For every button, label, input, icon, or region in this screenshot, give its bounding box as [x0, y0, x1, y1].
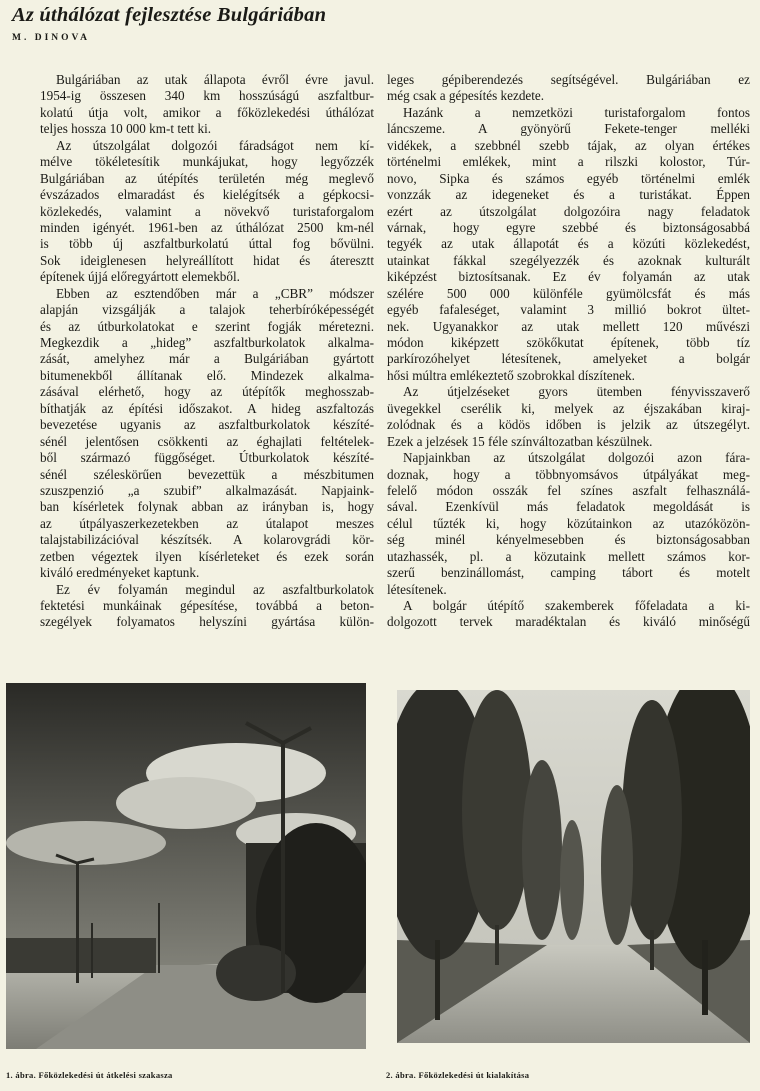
text-line: ség minél kényelmesebben és biztonságosabban	[387, 532, 750, 548]
text-line: évszázados elmaradást és kielégítsék a gépkocsi-	[40, 187, 374, 203]
text-line: utainkat fákkal szegélyezzék és azoknak kulturált	[387, 252, 750, 268]
text-line: ezért az útszolgálat dolgozóira nagy feladatok	[387, 203, 750, 219]
text-line: módon kiképzett szökőkutat építenek, több tíz	[387, 335, 750, 350]
text-line: az útpályaszerkezetekben az útalapot meszes	[40, 515, 374, 531]
text-line: doznak, hogy a többnyomsávos útpályákat meg-	[387, 466, 750, 482]
text-line: bevezetése ugyanis az aszfaltburkolatok készíté-	[40, 417, 374, 433]
text-line: hősi múltra emlékeztető szobrokkal díszítenek.	[387, 367, 635, 383]
text-line: vidékek, a szebbnél szebb tájak, az olyan értékes	[387, 137, 750, 153]
text-line: felelő módon osszák fel színes aszfalt felhasználá-	[387, 482, 750, 498]
figure-1-caption: 1. ábra. Főközlekedési út átkelési szakasza	[6, 1070, 173, 1080]
text-line: történelmi emlékek, mint a rilszki kolostor, Túr-	[387, 154, 750, 170]
text-line: leges gépiberendezés segítségével. Bulgáriában ez	[387, 72, 750, 87]
text-line: teljes hossza 10 000 km-t tett ki.	[40, 121, 212, 137]
text-line: bitumenekből állítanak elő. Mindezek alkalma-	[40, 367, 374, 383]
text-line: ban kísérletek folynak abban az irányban is, hogy	[40, 499, 374, 515]
text-line: létesítenek.	[387, 581, 447, 597]
article-author: M. DINOVA	[12, 33, 91, 43]
text-line: sénél jelentősen csökkenti az éghajlati feltételek-	[40, 433, 374, 449]
text-line: Ebben az esztendőben már a „CBR” módszer	[56, 285, 374, 301]
text-line: célul tűzték ki, hogy közútainkon az utazóközön-	[387, 515, 750, 531]
text-line: utazhassék, pl. a közutaink mellett számos kor-	[387, 548, 750, 564]
text-line: szegélyek folyamatos helyszíni gyártása külön-	[40, 614, 374, 630]
text-line: is több új aszfaltburkolatú úttal fog bővülni.	[40, 236, 374, 252]
text-line: zolódnak és a ködös időben is jelzik az útszegélyt.	[387, 417, 750, 433]
text-line: zását, amelyhez már a Bulgáriában gyártott	[40, 351, 374, 367]
text-line: még csak a gépesítés kezdete.	[387, 88, 545, 104]
text-line: vonzzák az idegeneket és a turistákat. Éppen	[387, 187, 750, 203]
text-line: várnak, hogy egyre szebbé és biztonságosabbá	[387, 219, 750, 235]
text-line: Sok ideiglenesen helyreállított hidat és áteresztt	[40, 252, 374, 268]
text-line: ből származó függőséget. Útburkolatok készíté-	[40, 450, 374, 466]
figure-1-photo	[6, 683, 366, 1049]
text-line: Bulgáriában az útépítés területén még meglevő	[40, 170, 374, 186]
text-line: dolgozott tervek maradéktalan és kiváló minőségű	[387, 614, 750, 630]
figure-2-photo	[397, 690, 750, 1043]
text-line: szélére 500 000 különféle gyümölcsfát és más	[387, 285, 750, 301]
text-line: talajstabilizációval készítsék. A kolarovgrádi kör-	[40, 532, 374, 548]
text-line: zásával elérhető, hogy az útépítők meghosszab-	[40, 384, 374, 400]
text-line: kolatú útja volt, amikor a főközlekedési úthálózat	[40, 104, 374, 120]
text-line: fektetési munkáinak gépesítése, továbbá a beton-	[40, 598, 374, 613]
text-line: novo, Sipka és számos egyéb történelmi emlék	[387, 170, 750, 186]
figure-2-caption: 2. ábra. Főközlekedési út kialakítása	[386, 1070, 530, 1080]
text-line: egyéb fafaleséget, valamint 3 millió bokrot ültet-	[387, 302, 750, 318]
text-line: nek. Ugyanakkor az utak mellett 120 művészi	[387, 318, 750, 334]
text-line: parkírozóhelyet létesítenek, amelyeket a bolgár	[387, 351, 750, 367]
text-line: bíthatják az építési időszakot. A hideg aszfaltozás	[40, 400, 374, 416]
text-line: mélve tökéletesítik munkájukat, hogy legyőzzék	[40, 154, 374, 170]
text-line: és az útburkolatokat e szerint fogják méretezni.	[40, 318, 374, 334]
text-line: sával. Ezenkívül más feladatok megoldását is	[387, 499, 750, 515]
text-line: Napjainkban az útszolgálat dolgozói azon fára-	[403, 450, 750, 466]
text-line: Bulgáriában az utak állapota évről évre javul.	[56, 72, 374, 87]
text-line: Ezek a jelzések 15 féle színváltozatban készülnek.	[387, 433, 653, 449]
text-line: kiváló eredményeket kaptunk.	[40, 565, 200, 581]
article-title: Az úthálózat fejlesztése Bulgáriában	[12, 4, 327, 26]
text-line: Hazánk a nemzetközi turistaforgalom fontos	[403, 104, 750, 120]
text-line: szerű benzinállomást, camping tábort és motelt	[387, 565, 750, 581]
text-line: sénél széleskörűen bevezettük a mészbitumen	[40, 466, 374, 482]
text-line: Megkezdik a „hideg” aszfaltburkolatok alkalma-	[40, 335, 374, 350]
text-line: szuszpenzió „a szubif” alkalmazását. Napjaink-	[40, 482, 374, 498]
text-line: Ez év folyamán megindul az aszfaltburkolatok	[56, 581, 374, 597]
text-line: zetben végeztek ilyen kísérleteket és ezek során	[40, 548, 374, 564]
right-text-column	[387, 72, 750, 631]
text-line: minden igényét. 1961-ben az úthálózat 2500 km-nél	[40, 219, 374, 235]
left-text-column	[40, 72, 374, 631]
text-line: tegyék az utak állapotát és a közúti közlekedést,	[387, 236, 750, 252]
text-line: kiképzést biztosítsanak. Ez év folyamán az utak	[387, 269, 750, 285]
text-line: Az útjelzéseket gyors ütemben fényvisszaverő	[403, 384, 750, 400]
text-line: A bolgár útépítő szakemberek főfeladata a ki-	[403, 598, 750, 613]
text-line: Az útszolgálat dolgozói fáradságot nem kí-	[56, 137, 374, 153]
text-line: 1954-ig összesen 340 km hosszúságú aszfaltbur-	[40, 88, 374, 104]
text-line: építenek újjá előregyártott elemekből.	[40, 269, 240, 285]
text-line: láncszeme. A gyönyörű Fekete-tenger melléki	[387, 121, 750, 137]
text-line: közlekedés, valamint a növekvő turistaforgalom	[40, 203, 374, 219]
text-line: alapján vizsgálják a talajok teherbíróképességét	[40, 302, 374, 318]
text-line: üvegekkel cserélik ki, melyek az éjszakában kiraj-	[387, 400, 750, 416]
